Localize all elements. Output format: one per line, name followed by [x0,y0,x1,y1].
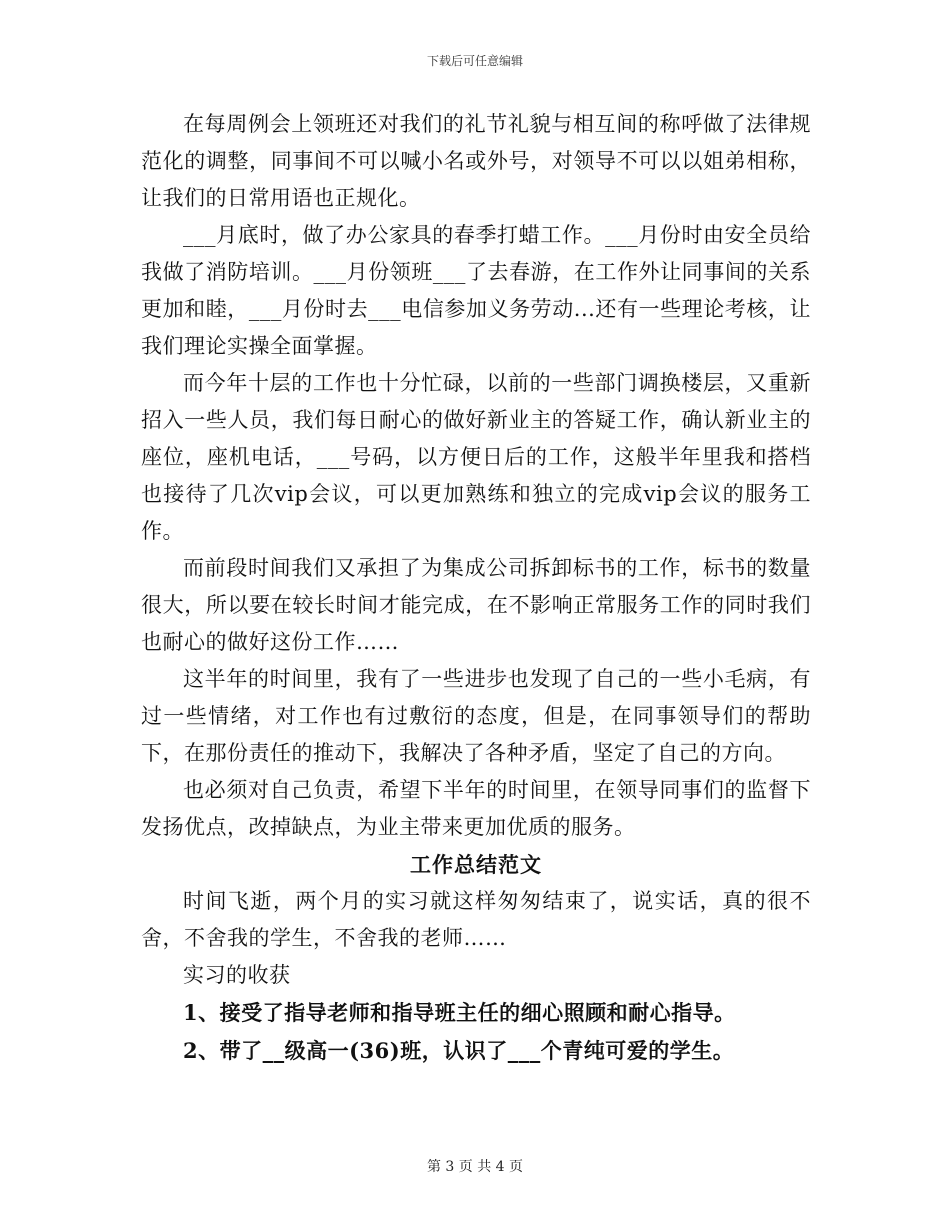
paragraph-monthly-activities: ___月底时，做了办公家具的春季打蜡工作。___月份时由安全员给我做了消防培训。___月份领班___了去春游，在工作外让同事间的关系更加和睦，___月份时去___电信参加义务劳动...还有一些理论考核，让我们理论实操全面掌握。 [141,223,811,358]
document-body [141,106,811,1070]
paragraph-internship-intro: 时间飞逝，两个月的实习就这样匆匆结束了，说实话，真的很不舍，不舍我的学生，不舍我的老师…… [141,889,811,950]
page-number-footer: 第 3 页 共 4 页 [426,1159,524,1175]
paragraph-half-year-reflection: 这半年的时间里，我有了一些进步也发现了自己的一些小毛病，有过一些情绪，对工作也有过敷衍的态度，但是，在同事领导们的帮助下，在那份责任的推动下，我解决了各种矛盾，坚定了自己的方向。 [141,667,811,765]
paragraph-tenth-floor-work: 而今年十层的工作也十分忙碌，以前的一些部门调换楼层，又重新招入一些人员，我们每日耐心的做好新业主的答疑工作，确认新业主的座位，座机电话，___号码，以方便日后的工作，这般半年里我和搭档也接待了几次vip会议，可以更加熟练和独立的完成vip会议的服务工作。 [141,371,811,543]
paragraph-tender-documents: 而前段时间我们又承担了为集成公司拆卸标书的工作，标书的数量很大，所以要在较长时间才能完成，在不影响正常服务工作的同时我们也耐心的做好这份工作…… [141,556,811,654]
section-title: 工作总结范文 [410,852,542,877]
page-header: 下载后可任意编辑 [426,54,523,68]
paragraph-etiquette: 在每周例会上领班还对我们的礼节礼貌与相互间的称呼做了法律规范化的调整，同事间不可以喊小名或外号，对领导不可以以姐弟相称，让我们的日常用语也正规化。 [141,112,811,210]
paragraph-self-responsibility: 也必须对自己负责，希望下半年的时间里，在领导同事们的监督下发扬优点，改掉缺点，为业主带来更加优质的服务。 [141,778,811,839]
list-item-guidance: 1、接受了指导老师和指导班主任的细心照顾和耐心指导。 [183,1000,736,1025]
list-item-class: 2、带了__级高一(36)班，认识了___个青纯可爱的学生。 [183,1038,735,1063]
paragraph-internship-gains-heading: 实习的收获 [183,963,291,987]
